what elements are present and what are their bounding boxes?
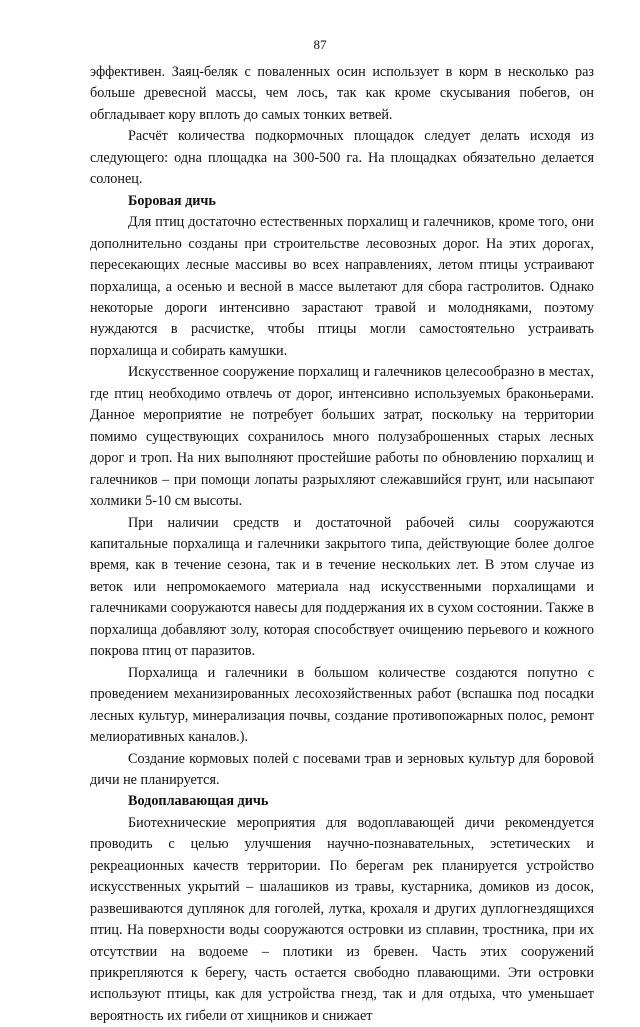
paragraph: Искусственное сооружение порхалищ и галечников целесообразно в местах, где птиц необходимо отвлечь от дорог, интенсивно используемых браконьерами. Данное мероприятие не потребует больших затрат, поскольку на территории помимо существующих сохранилось много полузаброшенных старых лесных дорог и троп. На них выполняют простейшие работы по обновлению порхалищ и галечников – при помощи лопаты разрыхляют слежавшийся грунт, или насыпают холмики 5-10 см высоты. — [90, 364, 594, 510]
body-text — [90, 62, 594, 1027]
section-heading: Водоплавающая дичь — [128, 793, 269, 810]
paragraph: Порхалища и галечники в большом количестве создаются попутно с проведением механизированных лесохозяйственных работ (вспашка под посадки лесных культур, минерализация почвы, создание противопожарных полос, ремонт мелиоративных каналов.). — [90, 664, 594, 746]
paragraph: Расчёт количества подкормочных площадок следует делать исходя из следующего: одна площадка на 300-500 га. На площадках обязательно делается солонец. — [90, 128, 594, 188]
paragraph: При наличии средств и достаточной рабочей силы сооружаются капитальные порхалища и галечники закрытого типа, действующие более долгое время, как в течение сезона, так и в течение нескольких лет. В этом случае из веток или непромокаемого материала над искусственными порхалищами и галечниками сооружаются навесы для поддержания их в сухом состоянии. Также в порхалища добавляют золу, которая способствует очищению перьевого и кожного покрова птиц от паразитов. — [90, 514, 594, 660]
paragraph: Создание кормовых полей с посевами трав и зерновых культур для боровой дичи не планируется. — [90, 750, 594, 788]
page-number: 87 — [313, 37, 327, 52]
paragraph: Биотехнические мероприятия для водоплавающей дичи рекомендуется проводить с целью улучшения научно-познавательных, эстетических и рекреационных качеств территории. По берегам рек планируется устройство искусственных укрытий – шалашиков из травы, кустарника, домиков из досок, развешиваются дуплянок для гоголей, лутка, крохаля и других дуплогнездящихся птиц. На поверхности воды сооружаются островки из сплавин, тростника, при их отсутствии на водоеме – плотики из бревен. Часть этих сооружений прикрепляются к берегу, часть остается свободно плавающими. Эти островки используют птицы, как для устройства гнезд, так и для отдыха, что уменьшает вероятность их гибели от хищников и снижает — [90, 814, 594, 1024]
section-heading: Боровая дичь — [128, 192, 216, 209]
paragraph: Для птиц достаточно естественных порхалищ и галечников, кроме того, они дополнительно созданы при строительстве лесовозных дорог. На этих дорогах, пересекающих лесные массивы во всех направлениях, летом птицы устраивают порхалища, а осенью и весной в массе вылетают для сбора гастролитов. Однако некоторые дороги интенсивно зарастают травой и молодняками, поэтому нуждаются в расчистке, чтобы птицы могли самостоятельно устраивать порхалища и собирать камушки. — [90, 214, 594, 359]
paragraph-continuation: эффективен. Заяц-беляк с поваленных осин использует в корм в несколько раз больше древесной массы, чем лось, так как кроме скусывания побегов, он обгладывает кору вплоть до самых тонких ветвей. — [90, 64, 594, 123]
